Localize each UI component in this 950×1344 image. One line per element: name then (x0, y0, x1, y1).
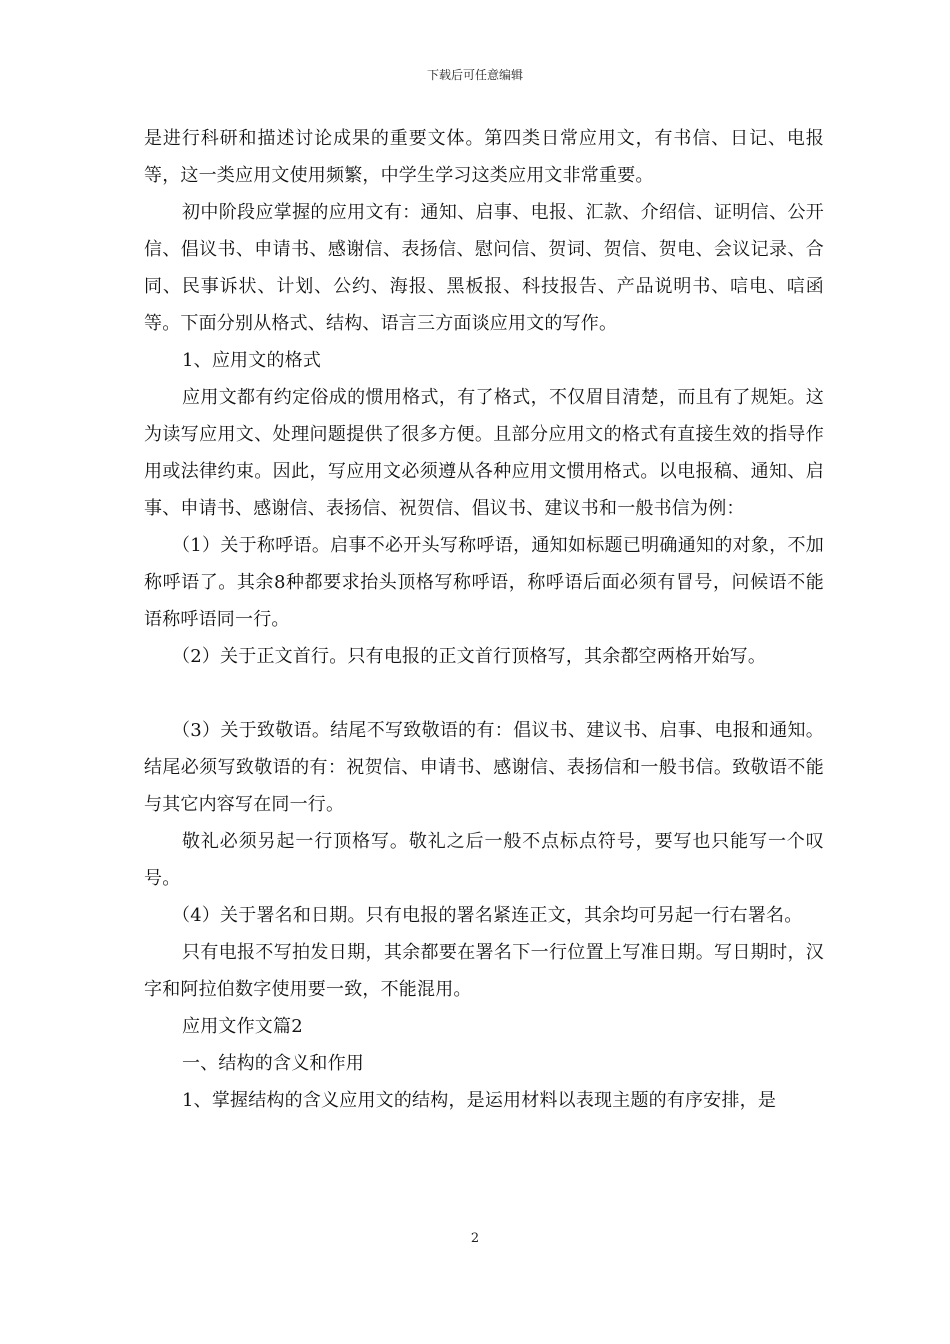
paragraph-signature: （4）关于署名和日期。只有电报的署名紧连正文，其余均可另起一行右署名。 (172, 905, 803, 926)
section-title-essay-2: 应用文作文篇2 (182, 1016, 303, 1037)
paragraph-continuation: 是进行科研和描述讨论成果的重要文体。第四类日常应用文，有书信、日记、电报等，这一类应用文使用频繁，中学生学习这类应用文非常重要。 (144, 128, 824, 186)
paragraph-date: 只有电报不写拍发日期，其余都要在署名下一行位置上写准日期。写日期时，汉字和阿拉伯数字使用要一致，不能混用。 (144, 942, 824, 1000)
paragraph-first-line: （2）关于正文首行。只有电报的正文首行顶格写，其余都空两格开始写。 (172, 646, 767, 667)
document-body (144, 120, 824, 1119)
paragraph-closing-greeting: （3）关于致敬语。结尾不写致敬语的有：倡议书、建议书、启事、电报和通知。结尾必须写致敬语的有：祝贺信、申请书、感谢信、表扬信和一般书信。致敬语不能与其它内容写在同一行。 (144, 720, 824, 815)
paragraph-format-intro: 应用文都有约定俗成的惯用格式，有了格式，不仅眉目清楚，而且有了规矩。这为读写应用文、处理问题提供了很多方便。且部分应用文的格式有直接生效的指导作用或法律约束。因此，写应用文必须遵从各种应用文惯用格式。以电报稿、通知、启事、申请书、感谢信、表扬信、祝贺信、倡议书、建议书和一般书信为例： (144, 387, 824, 519)
page-number: 2 (470, 1231, 480, 1246)
page-header: 下载后可任意编辑 (426, 68, 523, 82)
paragraph-salutation: （1）关于称呼语。启事不必开头写称呼语，通知如标题已明确通知的对象，不加称呼语了。其余8种都要求抬头顶格写称呼语，称呼语后面必须有冒号，问候语不能语称呼语同一行。 (144, 535, 824, 630)
blank-line (144, 675, 824, 712)
section-heading-structure: 一、结构的含义和作用 (182, 1053, 364, 1074)
section-heading-format: 1、应用文的格式 (182, 350, 322, 371)
paragraph-application-types: 初中阶段应掌握的应用文有：通知、启事、电报、汇款、介绍信、证明信、公开信、倡议书、申请书、感谢信、表扬信、慰问信、贺词、贺信、贺电、会议记录、合同、民事诉状、计划、公约、海报、黑板报、科技报告、产品说明书、唁电、唁函等。下面分别从格式、结构、语言三方面谈应用文的写作。 (144, 202, 824, 334)
paragraph-salute: 敬礼必须另起一行顶格写。敬礼之后一般不点标点符号，要写也只能写一个叹号。 (144, 831, 824, 889)
paragraph-structure-meaning: 1、掌握结构的含义应用文的结构，是运用材料以表现主题的有序安排，是 (182, 1090, 777, 1111)
